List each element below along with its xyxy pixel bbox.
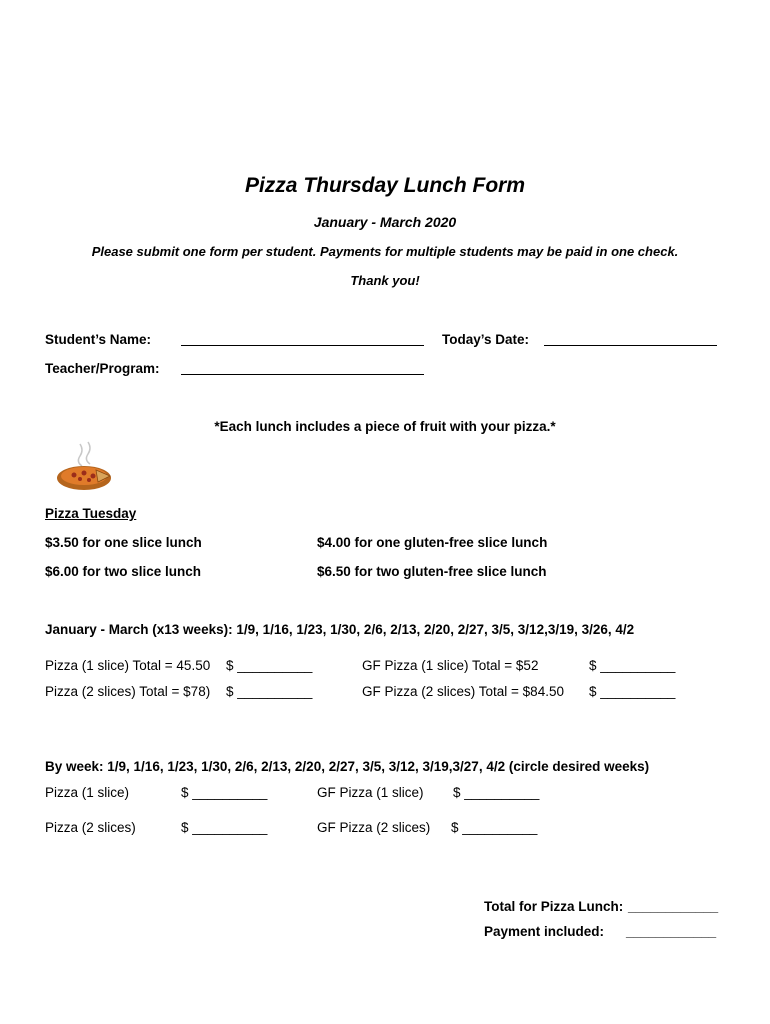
week-gf-one-slice-amount[interactable]: $ __________ xyxy=(453,785,540,800)
session-gf-two-slices-label: GF Pizza (2 slices) Total = $84.50 xyxy=(362,684,564,699)
session-two-slices-label: Pizza (2 slices) Total = $78) xyxy=(45,684,211,699)
price-gf-two-slice: $6.50 for two gluten-free slice lunch xyxy=(317,564,547,579)
by-week-heading: By week: 1/9, 1/16, 1/23, 1/30, 2/6, 2/13, 2/20, 2/27, 3/5, 3/12, 3/19,3/27, 4/2 (circle desired weeks) xyxy=(45,759,650,774)
total-label: Total for Pizza Lunch: xyxy=(484,899,624,914)
page-subtitle: January - March 2020 xyxy=(313,214,457,230)
week-two-slices-label: Pizza (2 slices) xyxy=(45,820,136,835)
pricing-heading: Pizza Tuesday xyxy=(45,506,137,521)
todays-date-field[interactable] xyxy=(544,345,717,346)
session-one-slice-amount[interactable]: $ __________ xyxy=(226,658,313,673)
teacher-program-field[interactable] xyxy=(181,374,424,375)
week-gf-one-slice-label: GF Pizza (1 slice) xyxy=(317,785,424,800)
page-title: Pizza Thursday Lunch Form xyxy=(244,174,526,197)
total-field[interactable]: ____________ xyxy=(628,899,719,914)
session-one-slice-label: Pizza (1 slice) Total = 45.50 xyxy=(45,658,211,673)
week-gf-two-slices-amount[interactable]: $ __________ xyxy=(451,820,538,835)
fruit-note: *Each lunch includes a piece of fruit with your pizza.* xyxy=(214,419,556,434)
week-two-slices-amount[interactable]: $ __________ xyxy=(181,820,268,835)
week-gf-two-slices-label: GF Pizza (2 slices) xyxy=(317,820,431,835)
price-one-slice: $3.50 for one slice lunch xyxy=(45,535,202,550)
instructions-text: Please submit one form per student. Payments for multiple students may be paid in one check. xyxy=(91,244,679,259)
todays-date-label: Today’s Date: xyxy=(442,332,530,347)
session-two-slices-amount[interactable]: $ __________ xyxy=(226,684,313,699)
student-name-label: Student’s Name: xyxy=(45,332,152,347)
price-gf-one-slice: $4.00 for one gluten-free slice lunch xyxy=(317,535,548,550)
student-name-field[interactable] xyxy=(181,345,424,346)
week-one-slice-label: Pizza (1 slice) xyxy=(45,785,130,800)
payment-field[interactable]: ____________ xyxy=(626,924,717,939)
thanks-text: Thank you! xyxy=(350,273,420,288)
session-heading: January - March (x13 weeks): 1/9, 1/16, 1/23, 1/30, 2/6, 2/13, 2/20, 2/27, 3/5, 3/12,3/19, 3/26, 4/2 xyxy=(45,622,635,637)
week-one-slice-amount[interactable]: $ __________ xyxy=(181,785,268,800)
session-gf-one-slice-amount[interactable]: $ __________ xyxy=(589,658,676,673)
teacher-program-label: Teacher/Program: xyxy=(45,361,160,376)
session-gf-one-slice-label: GF Pizza (1 slice) Total = $52 xyxy=(362,658,539,673)
session-gf-two-slices-amount[interactable]: $ __________ xyxy=(589,684,676,699)
price-two-slice: $6.00 for two slice lunch xyxy=(45,564,202,579)
payment-label: Payment included: xyxy=(484,924,605,939)
pizza-icon xyxy=(54,440,114,492)
